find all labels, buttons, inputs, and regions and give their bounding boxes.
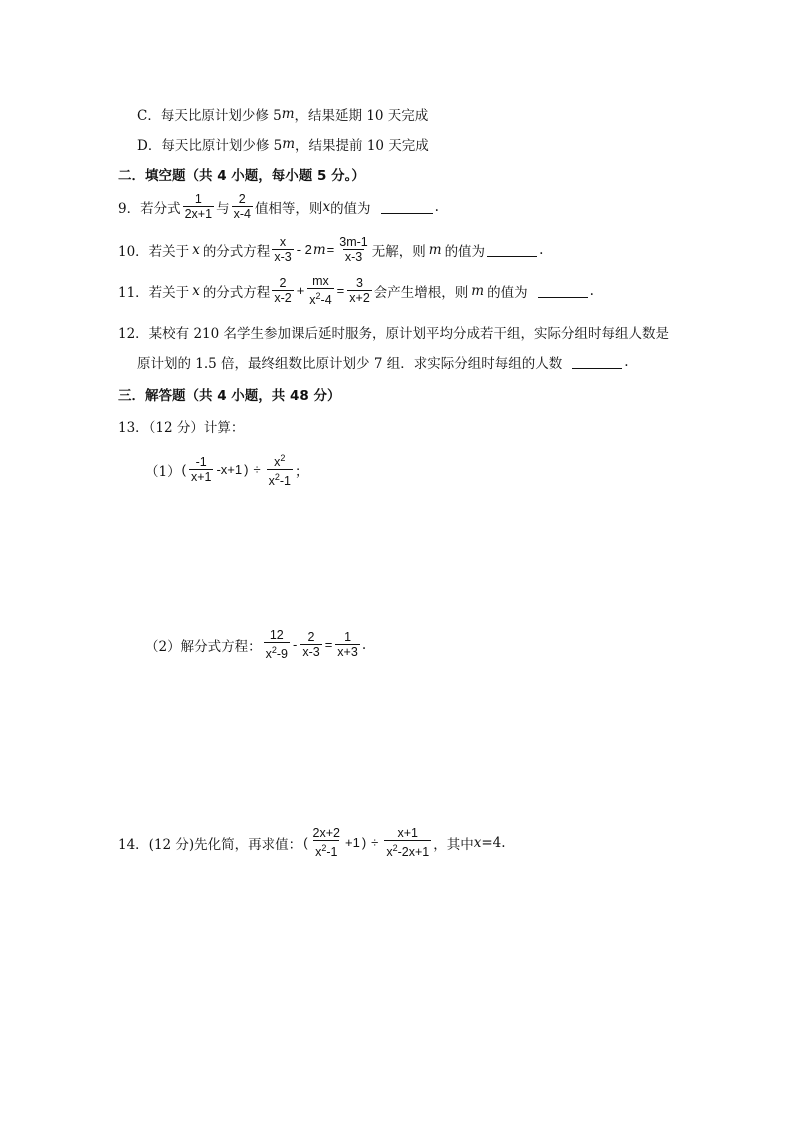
minus-term: - 2 [296,242,312,257]
question-11 [118,274,594,307]
section-3-title: 三．解答题（共 4 小题，共 48 分） [118,388,341,404]
expr-rest: -x+1 [216,462,243,478]
divide: ÷ [253,462,261,478]
var-m: m [281,106,295,122]
fraction: $\frac{2}{x-2}$ [274,276,292,306]
var-x: x [473,834,482,851]
minus: - [292,637,298,653]
fraction: $\frac{3}{x+2}$ [349,276,370,306]
plus: + [296,283,305,299]
q9-text: 值相等，则 [254,200,323,217]
answer-blank[interactable] [381,200,433,214]
option-c [137,104,428,124]
period: . [361,636,367,653]
question-13-part-1 [145,451,308,488]
q14-head: 14．(12 分)先化简，再求值： [118,836,303,853]
question-12-line-1: 12．某校有 210 名学生参加课后延时服务，原计划平均分成若干组，实际分组时每组人数是 [118,326,670,342]
open-paren: ( [303,835,308,851]
q11-pre: 11．若关于 [118,284,190,301]
var-m: m [282,136,296,152]
part-label: （1） [145,463,181,480]
question-12-line-2 [137,352,629,372]
question-10 [118,235,543,264]
fraction: $\frac{-1}{x+1}$ [190,455,212,485]
option-d-tail: ，结果提前 10 天完成 [295,138,429,154]
q10-pre: 10．若关于 [118,243,190,260]
q10-mid: 的分式方程 [202,243,271,260]
fraction: $\frac{1}{2x+1}$ [184,192,213,221]
fraction: $\frac{x+1}{x^2-2x+1}$ [386,826,430,860]
var-m: m [471,282,485,299]
q14-value: =4. [481,834,506,851]
question-13-head: 13．（12 分）计算： [118,420,245,436]
option-d-text: D．每天比原计划少修 5 [137,138,283,154]
var-m: m [312,241,326,258]
q11-tail: 的值为 [487,284,528,301]
question-14 [118,826,506,859]
option-c-tail: ，结果延期 10 天完成 [294,108,429,124]
option-d [137,134,429,154]
option-c-text: C．每天比原计划少修 5 [137,108,282,124]
q12-text: 原计划的 1.5 倍，最终组数比原计划少 7 组．求实际分组时每组的人数 [137,356,563,372]
equals: = [336,283,345,299]
fraction: $\frac{3m-1}{x-3}$ [339,235,368,264]
q11-text: 会产生增根，则 [373,284,469,301]
var-m: m [428,241,442,258]
fraction: $\frac{2}{x-4}$ [233,192,251,221]
q11-mid: 的分式方程 [202,284,271,301]
answer-blank[interactable] [538,284,588,298]
equals: = [326,242,335,257]
divide: ÷ [371,835,379,851]
plus-one: +1 [345,835,360,851]
q9-tail: 的值为 [330,200,371,217]
fraction: $\frac{2x+2}{x^2-1}$ [312,826,340,860]
fraction: $\frac{mx}{x^2-4}$ [309,274,332,308]
var-x: x [192,282,200,299]
q9-mid: 与 [216,200,230,217]
q10-text: 无解，则 [371,243,426,260]
close-paren: ) [361,835,367,851]
answer-blank[interactable] [487,243,537,257]
fraction: $\frac{1}{x+3}$ [337,630,358,660]
var-x: x [192,241,200,258]
fraction: $\frac{2}{x-3}$ [302,630,320,660]
period: . [589,282,594,299]
equals: = [324,637,333,653]
question-9 [118,192,439,221]
open-paren: ( [181,462,186,478]
q9-num: 9．若分式 [118,200,181,217]
part-label: （2）解分式方程： [145,638,262,655]
period: . [624,354,629,370]
fraction: $\frac{12}{x^2-9}$ [265,628,288,662]
period: . [434,198,439,215]
var-x: x [322,198,331,215]
q14-text: ，其中 [433,836,474,853]
period: . [539,241,544,258]
answer-blank[interactable] [572,355,622,369]
q10-tail: 的值为 [444,243,486,260]
question-13-part-2 [145,628,366,661]
fraction: $\frac{x}{x-3}$ [274,235,292,264]
section-2-title: 二．填空题（共 4 小题，每小题 5 分。） [118,168,365,184]
fraction: $\frac{x^2}{x^2-1}$ [268,453,291,489]
close-paren: ) [244,462,249,478]
semicolon: ； [294,463,309,480]
